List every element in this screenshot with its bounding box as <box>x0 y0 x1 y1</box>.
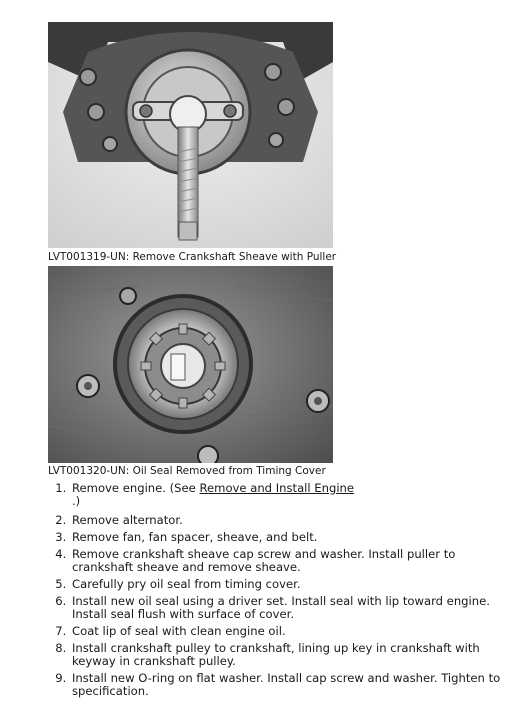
crankshaft-sheave-puller-photo <box>48 22 333 248</box>
list-item: 4. Remove crankshaft sheave cap screw and washer. Install puller to crankshaft sheave and remove sheave. <box>70 548 510 574</box>
remove-and-install-engine-link[interactable]: Remove and Install Engine <box>199 481 355 495</box>
figure-caption: LVT001320-UN: Oil Seal Removed from Timing Cover <box>48 465 326 477</box>
figure-caption: LVT001319-UN: Remove Crankshaft Sheave with Puller <box>48 251 337 263</box>
list-item: 5. Carefully pry oil seal from timing cover. <box>70 578 510 591</box>
list-item: 2. Remove alternator. <box>70 514 510 527</box>
step-text-suffix: .) <box>72 494 81 508</box>
list-item: 3. Remove fan, fan spacer, sheave, and belt. <box>70 531 510 544</box>
list-item: 7. Coat lip of seal with clean engine oil. <box>70 625 510 638</box>
procedure-steps-list <box>48 482 510 702</box>
list-item <box>70 482 510 508</box>
timing-cover-seal-removed-photo <box>48 266 333 463</box>
step-text: Remove engine. (See <box>72 481 200 495</box>
list-item: 9. Install new O-ring on flat washer. Install cap screw and washer. Tighten to specification. <box>70 672 510 698</box>
list-item: 6. Install new oil seal using a driver set. Install seal with lip toward engine. Install seal flush with surface of cover. <box>70 595 510 621</box>
list-item: 8. Install crankshaft pulley to crankshaft, lining up key in crankshaft with keyway in crankshaft pulley. <box>70 642 510 668</box>
